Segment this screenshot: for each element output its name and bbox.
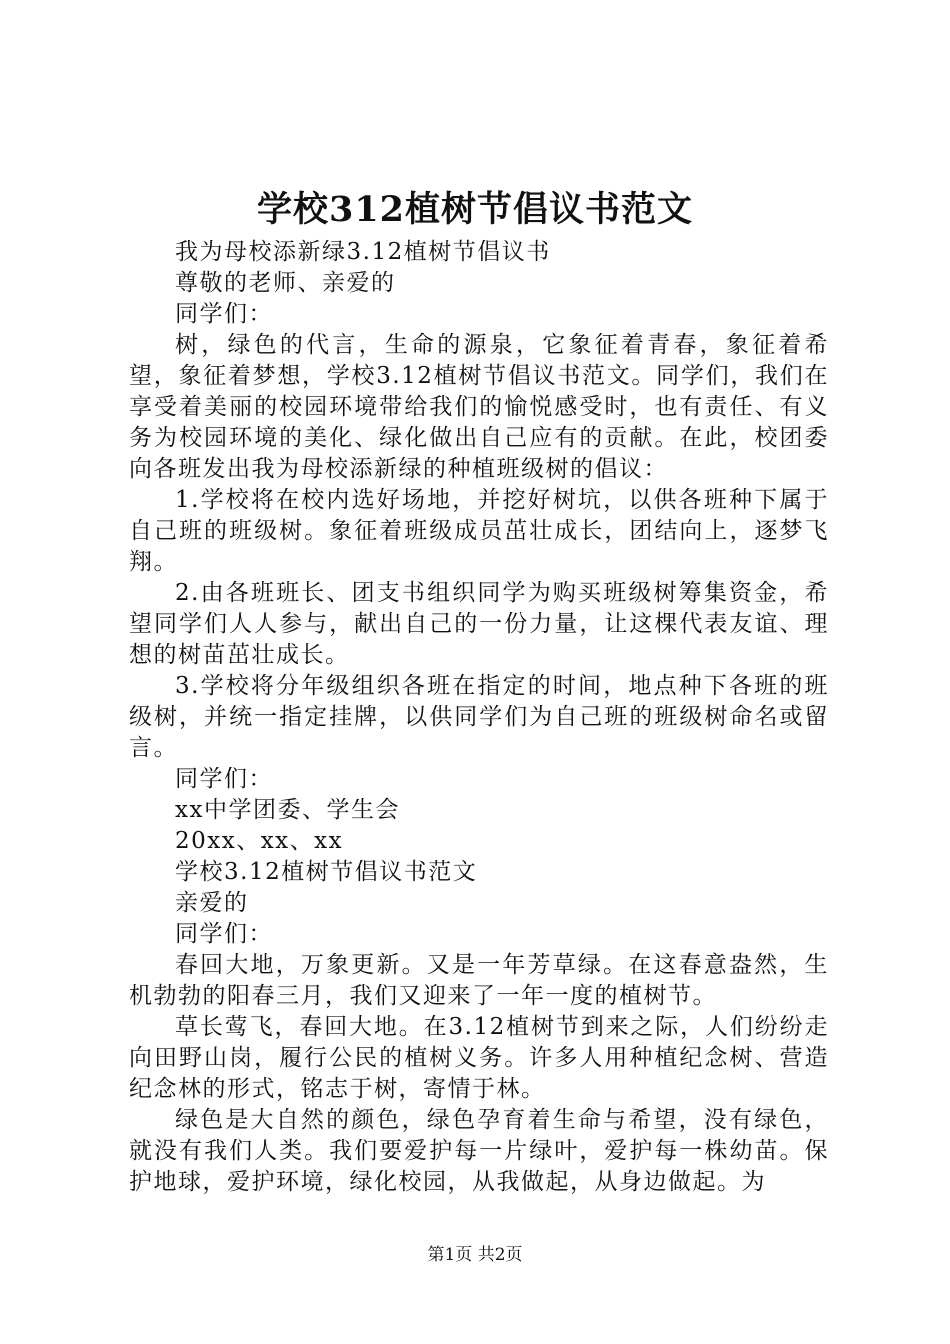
signature-line: xx中学团委、学生会 bbox=[175, 797, 400, 823]
paragraph: 3.学校将分年级组织各班在指定的时间，地点种下各班的班级树，并统一指定挂牌，以供同学们为自己班的班级树命名或留言。 bbox=[129, 673, 829, 761]
paragraph: 2.由各班班长、团支书组织同学为购买班级树筹集资金，希望同学们人人参与，献出自己的一份力量，让这棵代表友谊、理想的树苗茁壮成长。 bbox=[129, 580, 829, 668]
paragraph: 同学们： bbox=[175, 301, 273, 327]
document-body bbox=[129, 237, 829, 1198]
document-title: 学校312植树节倡议书范文 bbox=[256, 189, 694, 230]
page-number-footer: 第1页 共2页 bbox=[427, 1245, 523, 1265]
paragraph: 同学们： bbox=[175, 766, 273, 792]
paragraph: 亲爱的 bbox=[175, 890, 249, 916]
section-heading: 学校3.12植树节倡议书范文 bbox=[175, 859, 478, 885]
paragraph: 树，绿色的代言，生命的源泉，它象征着青春，象征着希望，象征着梦想，学校3.12植树节倡议书范文。同学们，我们在享受着美丽的校园环境带给我们的愉悦感受时，也有责任、有义务为校园环境的美化、绿化做出自己应有的贡献。在此，校团委向各班发出我为母校添新绿的种植班级树的倡议： bbox=[129, 332, 829, 482]
paragraph: 同学们： bbox=[175, 921, 273, 947]
paragraph: 我为母校添新绿3.12植树节倡议书 bbox=[175, 239, 551, 265]
paragraph: 绿色是大自然的颜色，绿色孕育着生命与希望，没有绿色，就没有我们人类。我们要爱护每一片绿叶，爱护每一株幼苗。保护地球，爱护环境，绿化校园，从我做起，从身边做起。为 bbox=[129, 1107, 829, 1195]
paragraph: 尊敬的老师、亲爱的 bbox=[175, 270, 396, 296]
paragraph: 春回大地，万象更新。又是一年芳草绿。在这春意盎然，生机勃勃的阳春三月，我们又迎来了一年一度的植树节。 bbox=[129, 952, 829, 1009]
date-line: 20xx、xx、xx bbox=[175, 828, 344, 854]
paragraph: 草长莺飞，春回大地。在3.12植树节到来之际，人们纷纷走向田野山岗，履行公民的植树义务。许多人用种植纪念树、营造纪念林的形式，铭志于树，寄情于林。 bbox=[129, 1014, 829, 1102]
paragraph: 1.学校将在校内选好场地，并挖好树坑，以供各班种下属于自己班的班级树。象征着班级成员茁壮成长，团结向上，逐梦飞翔。 bbox=[129, 487, 829, 575]
